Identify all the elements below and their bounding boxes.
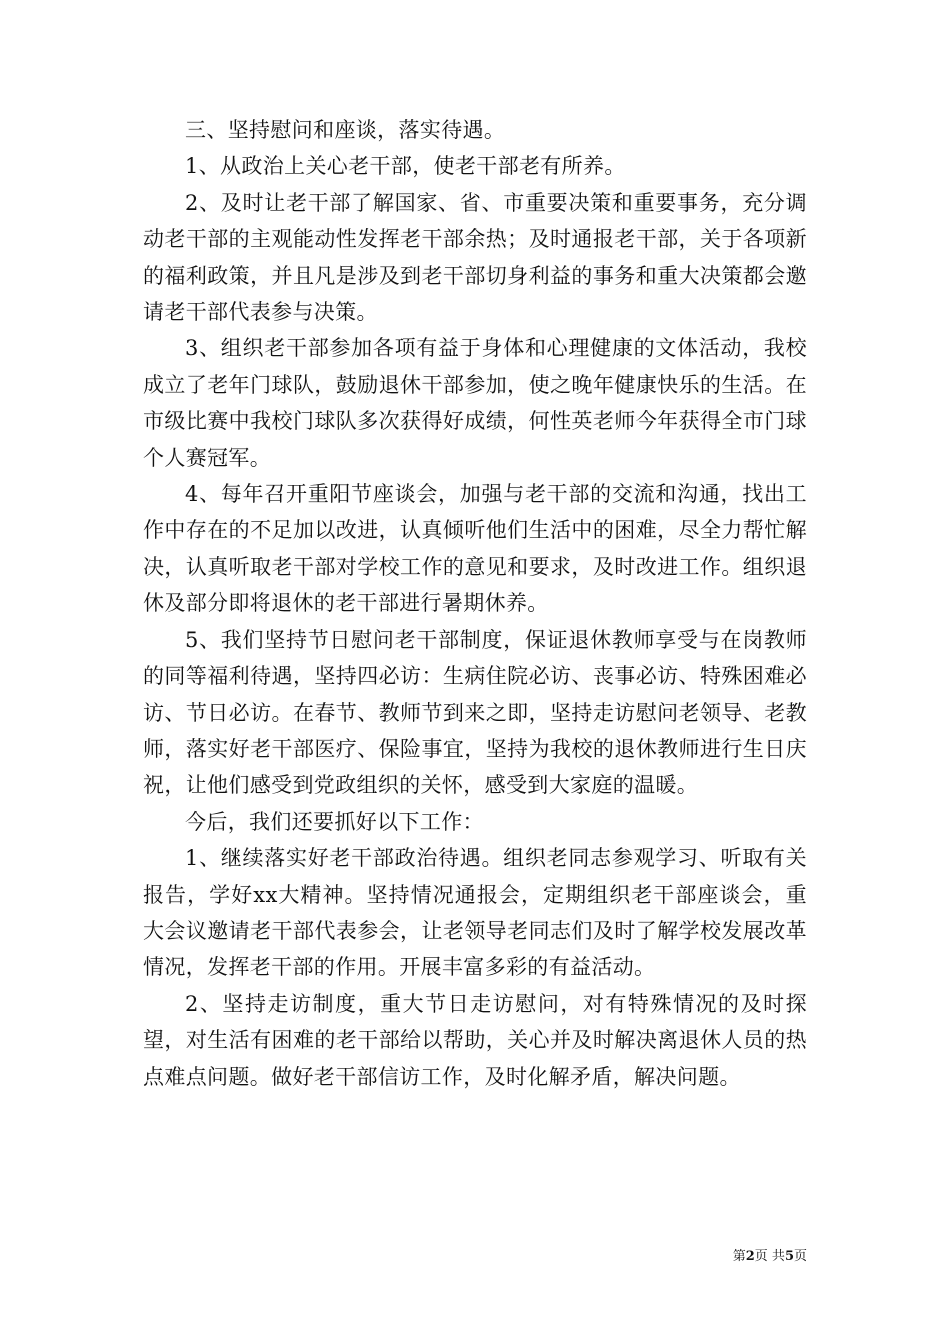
paragraph-item-3: 3、组织老干部参加各项有益于身体和心理健康的文体活动，我校成立了老年门球队，鼓励退休干部参加，使之晚年健康快乐的生活。在市级比赛中我校门球队多次获得好成绩，何性英老师今年获得全市门球个人赛冠军。 [143, 336, 807, 470]
section-heading: 三、坚持慰问和座谈，落实待遇。 [185, 118, 506, 142]
document-body [143, 112, 807, 1095]
paragraph-item-4: 4、每年召开重阳节座谈会，加强与老干部的交流和沟通，找出工作中存在的不足加以改进，认真倾听他们生活中的困难，尽全力帮忙解决，认真听取老干部对学校工作的意见和要求，及时改进工作。组织退休及部分即将退休的老干部进行暑期休养。 [143, 482, 807, 616]
total-pages-number: 5 [784, 1249, 794, 1264]
future-work-intro: 今后，我们还要抓好以下工作： [185, 809, 484, 834]
future-work-item-1: 1、继续落实好老干部政治待遇。组织老同志参观学习、听取有关报告，学好xx大精神。坚持情况通报会，定期组织老干部座谈会，重大会议邀请老干部代表参会，让老领导老同志们及时了解学校发展改革情况，发挥老干部的作用。开展丰富多彩的有益活动。 [143, 846, 807, 980]
current-page-number: 2 [745, 1249, 755, 1264]
footer-middle: 页 共 [754, 1249, 785, 1264]
page-number-footer [733, 1248, 807, 1266]
paragraph-item-5: 5、我们坚持节日慰问老干部制度，保证退休教师享受与在岗教师的同等福利待遇，坚持四必访：生病住院必访、丧事必访、特殊困难必访、节日必访。在春节、教师节到来之即，坚持走访慰问老领导、老教师，落实好老干部医疗、保险事宜，坚持为我校的退休教师进行生日庆祝，让他们感受到党政组织的关怀，感受到大家庭的温暖。 [143, 627, 807, 798]
paragraph-item-1: 1、从政治上关心老干部，使老干部老有所养。 [185, 154, 626, 179]
footer-prefix: 第 [732, 1249, 746, 1264]
paragraph-item-2: 2、及时让老干部了解国家、省、市重要决策和重要事务，充分调动老干部的主观能动性发挥老干部余热；及时通报老干部，关于各项新的福利政策，并且凡是涉及到老干部切身利益的事务和重大决策都会邀请老干部代表参与决策。 [143, 190, 807, 325]
footer-suffix: 页 [793, 1249, 807, 1264]
future-work-item-2: 2、坚持走访制度，重大节日走访慰问，对有特殊情况的及时探望，对生活有困难的老干部给以帮助，关心并及时解决离退休人员的热点难点问题。做好老干部信访工作，及时化解矛盾，解决问题。 [143, 991, 807, 1089]
